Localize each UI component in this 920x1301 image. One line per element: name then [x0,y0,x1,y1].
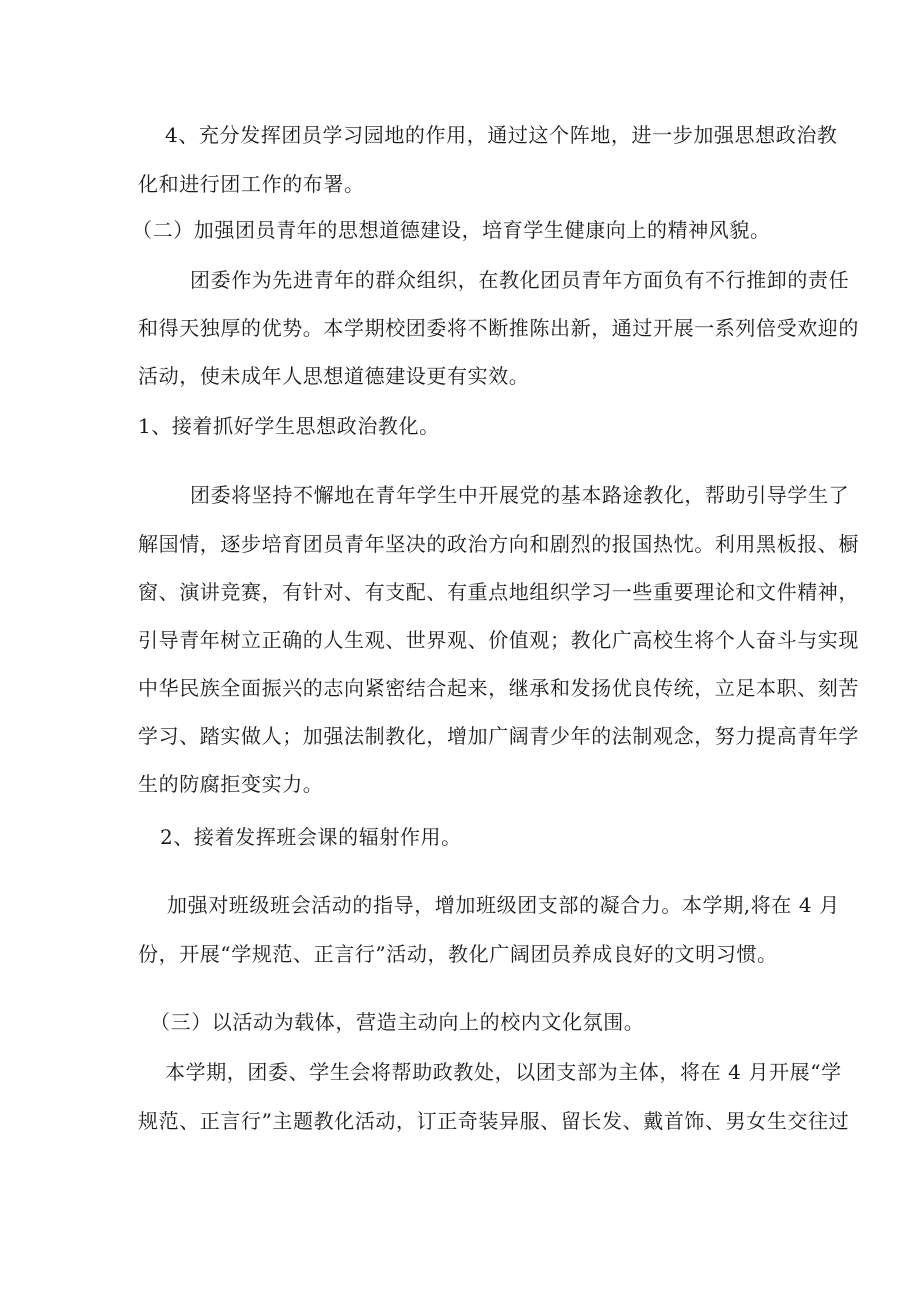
list-item-2: 2、接着发挥班会课的辐射作用。 [160,825,462,849]
paragraph-line: 和得天独厚的优势。本学期校团委将不断推陈出新，通过开展一系列倍受欢迎的 [138,316,859,340]
paragraph-line: 窗、演讲竞赛，有针对、有支配、有重点地组织学习一些重要理论和文件精神， [138,580,859,604]
paragraph-line: 化和进行团工作的布署。 [138,172,365,196]
paragraph-line: 加强对班级班会活动的指导，增加班级团支部的凝合力。本学期,将在 4 月 [167,893,840,917]
paragraph-line: 团委作为先进青年的群众组织，在教化团员青年方面负有不行推卸的责任 [190,268,850,292]
paragraph-line: 份，开展“学规范、正言行”活动，教化广阔团员养成良好的文明习惯。 [138,942,778,966]
section-heading-3: （三）以活动为载体，营造主动向上的校内文化氛围。 [150,1010,645,1034]
list-item-4: 4、充分发挥团员学习园地的作用，通过这个阵地，进一步加强思想政治教 [165,123,838,147]
paragraph-line: 本学期，团委、学生会将帮助政教处，以团支部为主体，将在 4 月开展“学 [165,1060,842,1084]
paragraph-line: 学习、踏实做人；加强法制教化，增加广阔青少年的法制观念，努力提高青年学 [138,724,859,748]
list-item-1: 1、接着抓好学生思想政治教化。 [138,414,440,438]
paragraph-line: 中华民族全面振兴的志向紧密结合起来，继承和发扬优良传统，立足本职、刻苦 [138,676,859,700]
paragraph-line: 引导青年树立正确的人生观、世界观、价值观；教化广高校生将个人奋斗与实现 [138,628,859,652]
paragraph-line: 规范、正言行”主题教化活动，订正奇装异服、留长发、戴首饰、男女生交往过 [138,1109,850,1133]
paragraph-line: 活动，使未成年人思想道德建设更有实效。 [138,364,530,388]
paragraph-line: 解国情，逐步培育团员青年坚决的政治方向和剧烈的报国热忱。利用黑板报、橱 [138,532,859,556]
section-heading-2: （二）加强团员青年的思想道德建设，培育学生健康向上的精神风貌。 [132,218,771,242]
paragraph-line: 生的防腐拒变实力。 [138,772,324,796]
paragraph-line: 团委将坚持不懈地在青年学生中开展党的基本路途教化，帮助引导学生了 [190,483,850,507]
